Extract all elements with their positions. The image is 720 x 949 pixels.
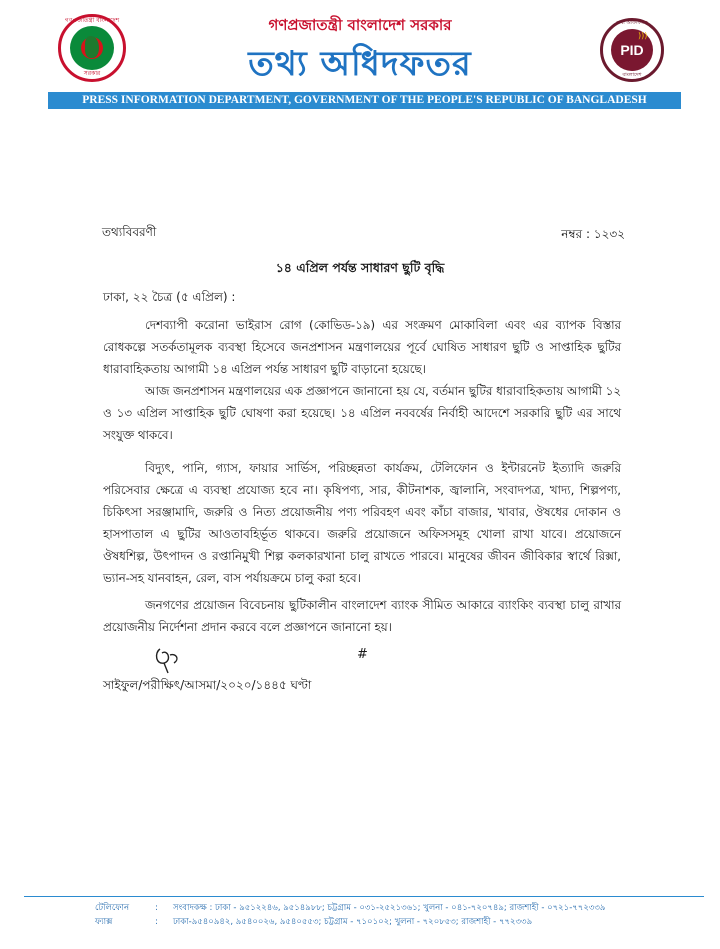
handwritten-signature xyxy=(150,643,184,677)
fax-numbers: ঢাকা-৯৫৪০৯৪২, ৯৫৪০০২৬, ৯৫৪০৫৫৩; চট্টগ্রাম - ৭১০১০২; খুলনা - ৭২০৮৫৩; রাজশাহী - ৭৭২৩৩৯ xyxy=(173,917,533,927)
seal-bottom-text: সরকার xyxy=(83,70,101,77)
government-line: গণপ্রজাতন্ত্রী বাংলাদেশ সরকার xyxy=(268,16,452,34)
pid-logo-icon xyxy=(600,18,664,82)
paragraph-1: দেশব্যাপী করোনা ভাইরাস রোগ (কোভিড-১৯) এর সংক্রমণ মোকাবিলা এবং এর ব্যাপক বিস্তার রোধকল্পে সতর্কতামূলক ব্যবস্থা হিসেবে জনপ্রশাসন মন্ত্রণালয়ের পূর্বে ঘোষিত সাধারণ ছুটি ও সাপ্তাহিক ছুটির ধারাবাহিকতায় আগামী ১৪ এপ্রিল পর্যন্ত সাধারণ ছুটি বাড়ানো হয়েছে। xyxy=(103,318,621,376)
pid-logo-text: PID xyxy=(611,29,653,71)
end-mark: # xyxy=(357,647,368,662)
paragraph-4: জনগণের প্রয়োজন বিবেচনায় ছুটিকালীন বাংলাদেশ ব্যাংক সীমিত আকারে ব্যাংকিং ব্যবস্থা চালু রাখার প্রয়োজনীয় নির্দেশনা প্রদান করবে বলে প্রজ্ঞাপনে জানানো হয়। xyxy=(103,598,621,634)
reference-line: সাইফুল/পরীক্ষিৎ/আসমা/২০২০/১৪৪৫ ঘণ্টা xyxy=(103,678,312,692)
document-number: নম্বর : ১২৩২ xyxy=(561,227,625,241)
pid-bottom-text: বাংলাদেশ xyxy=(622,72,642,78)
dateline: ঢাকা, ২২ চৈত্র (৫ এপ্রিল) : xyxy=(103,290,236,304)
pid-top-text: তথ্য অধিদফতর xyxy=(616,20,648,26)
paragraph-2: আজ জনপ্রশাসন মন্ত্রণালয়ের এক প্রজ্ঞাপনে জানানো হয় যে, বর্তমান ছুটির ধারাবাহিকতায় আগামী ১২ ও ১৩ এপ্রিল সাপ্তাহিক ছুটি ঘোষণা করা হয়েছে। ১৪ এপ্রিল নববর্ষের নির্বাহী আদেশে সরকারি ছুটি এর সাথে সংযুক্ত থাকবে। xyxy=(103,384,621,442)
footer-divider xyxy=(24,896,704,897)
phone-separator: : xyxy=(155,903,158,913)
footer-phone-row xyxy=(95,901,605,915)
seal-top-text: গণপ্রজাতন্ত্রী বাংলাদেশ xyxy=(64,17,120,24)
fax-label: ফ্যাক্স xyxy=(95,917,113,927)
paragraph-3: বিদ্যুৎ, পানি, গ্যাস, ফায়ার সার্ভিস, পরিচ্ছন্নতা কার্যক্রম, টেলিফোন ও ইন্টারনেট ইত্যাদি জরুরি পরিসেবার ক্ষেত্রে এ ব্যবস্থা প্রযোজ্য হবে না। কৃষিপণ্য, সার, কীটনাশক, জ্বালানি, সংবাদপত্র, খাদ্য, শিল্পপণ্য, চিকিৎসা সরঞ্জামাদি, জরুরি ও নিত্য প্রয়োজনীয় পণ্য পরিবহণ এবং কাঁচা বাজার, খাবার, ঔষধের দোকান ও হাসপাতাল এ ছুটির আওতাবহির্ভূত থাকবে। জরুরি প্রয়োজনে অফিসসমূহ খোলা রাখা যাবে। প্রয়োজনে ঔষধশিল্প, উৎপাদন ও রপ্তানিমুখী শিল্প কলকারখানা চালু রাখতে পারবে। মানুষের জীবন জীবিকার স্বার্থে রিক্সা, ভ্যান-সহ যানবাহন, রেল, বাস পর্যায়ক্রমে চালু করা হবে। xyxy=(103,461,621,585)
footer-fax-row xyxy=(95,915,532,929)
english-banner: PRESS INFORMATION DEPARTMENT, GOVERNMENT OF THE PEOPLE'S REPUBLIC OF BANGLADESH xyxy=(48,92,681,109)
document-subject: ১৪ এপ্রিল পর্যন্ত সাধারণ ছুটি বৃদ্ধি xyxy=(275,260,445,275)
fax-separator: : xyxy=(155,917,158,927)
phone-numbers: সংবাদকক্ষ : ঢাকা - ৯৫১২২৪৬, ৯৫১৪৯৮৮; চট্টগ্রাম - ০৩১-২৫২১৩৬১; খুলনা - ০৪১-৭২০৭৪৯; রাজশাহী - ০৭২১-৭৭২৩৩৯ xyxy=(173,903,606,913)
document-type-label: তথ্যবিবরণী xyxy=(102,225,157,239)
phone-label: টেলিফোন xyxy=(95,903,130,913)
department-title: তথ্য অধিদফতর xyxy=(248,44,472,84)
signal-icon: ))) xyxy=(638,31,648,40)
